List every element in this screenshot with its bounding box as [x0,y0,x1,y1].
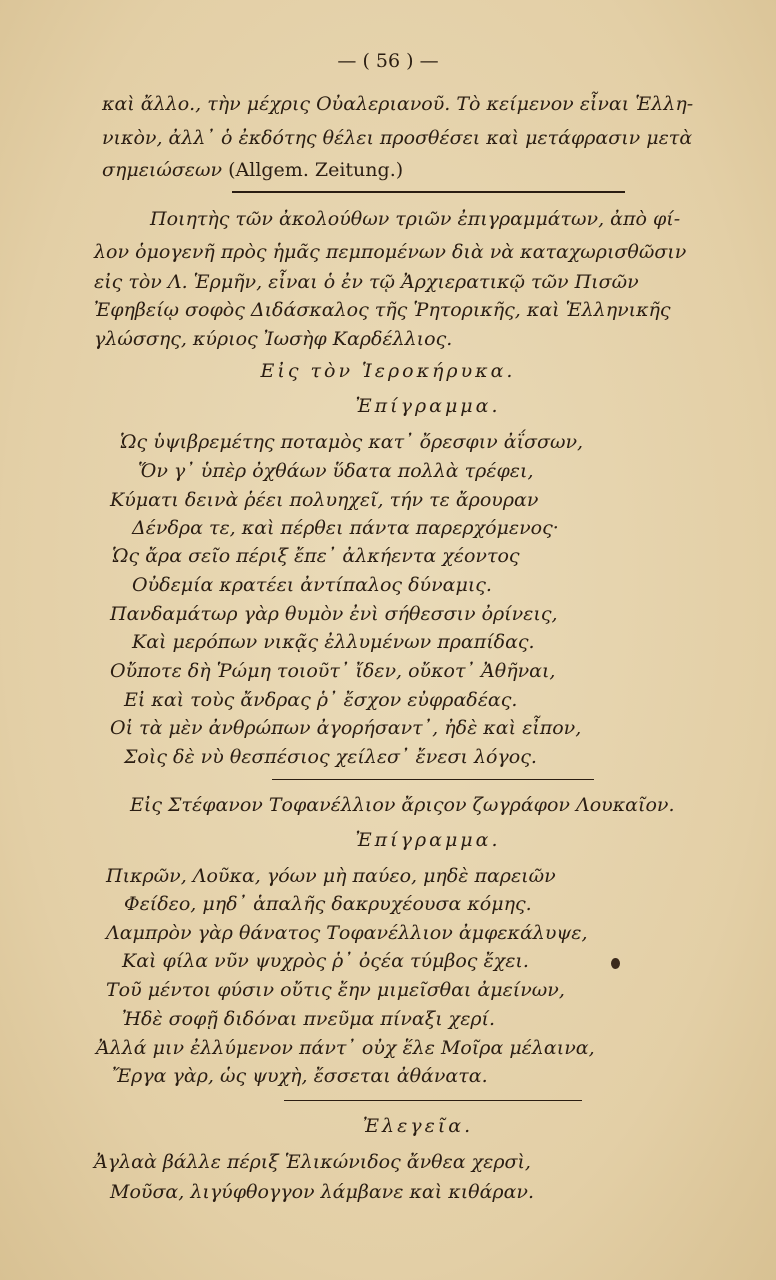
note-line: εἰς τὸν Λ. Ἑρμῆν, εἶναι ὁ ἐν τῷ Ἀρχιερατικῷ τῶν Πισῶν [94,271,639,293]
poem1-verse: Ὅν γ᾿ ὑπὲρ ὀχθάων ὕδατα πολλὰ τρέφει, [138,460,534,482]
poem1-verse: Κύματι δεινὰ ῥέει πολυηχεῖ, τήν τε ἄρουραν [110,489,539,511]
poem1-verse: Ὡς ὑψιβρεμέτης ποταμὸς κατ᾿ ὄρεσφιν ἀΐσσων, [120,431,584,453]
poem2-verse: Ἔργα γὰρ, ὡς ψυχὴ, ἔσσεται ἀθάνατα. [112,1065,488,1087]
poem2-verse: Ἠδὲ σοφῇ διδόναι πνεῦμα πίναξι χερί. [122,1008,496,1030]
poem1-verse: Σοὶς δὲ νὺ θεσπέσιος χείλεσ᾿ ἔνεσι λόγος. [124,746,537,768]
poem1-verse: Πανδαμάτωρ γὰρ θυμὸν ἐνὶ σήθεσσιν ὀρίνεις, [110,603,558,625]
intro-line: καὶ ἄλλο., τὴν μέχρις Οὐαλεριανοῦ. Τὸ κείμενον εἶναι Ἑλλη- [102,93,694,115]
poem3-title: Ἐλεγεῖα. [362,1115,474,1137]
poem2-verse: Ἀλλά μιν ἐλλύμενον πάντ᾿ οὐχ ἕλε Μοῖρα μέλαινα, [96,1037,595,1059]
poem1-verse: Ὡς ἄρα σεῖο πέριξ ἔπε᾿ ἀλκήεντα χέοντος [112,545,520,567]
poem1-title: Εἰς τὸν Ἱεροκήρυκα. [260,360,516,382]
poem2-verse: Φείδεο, μηδ᾿ ἁπαλῆς δακρυχέουσα κόμης. [124,893,532,915]
poem3-verse: Ἀγλαὰ βάλλε πέριξ Ἑλικώνιδος ἄνθεα χερσὶ, [94,1151,531,1173]
poem2-verse: Τοῦ μέντοι φύσιν οὔτις ἔην μιμεῖσθαι ἀμείνων, [106,979,565,1001]
poem2-title: Εἰς Στέφανον Τοφανέλλιον ἄριςον ζωγράφον Λουκαῖον. [130,794,675,816]
poem1-verse: Οἱ τὰ μὲν ἀνθρώπων ἀγορήσαντ᾿, ἠδὲ καὶ εἶπον, [110,717,582,739]
poem1-verse: Οὐδεμία κρατέει ἀντίπαλος δύναμις. [132,574,492,596]
intro-line [102,158,403,182]
note-line: Ἐφηβείῳ σοφὸς Διδάσκαλος τῆς Ῥητορικῆς, καὶ Ἑλληνικῆς [94,299,671,321]
poem1-subtitle: Ἐπίγραμμα. [355,395,501,417]
intro-greek-end: σημειώσεων [102,159,223,181]
note-line: γλώσσης, κύριος Ἰωσὴφ Καρδέλλιος. [94,328,453,350]
section-divider [272,779,594,780]
poem2-verse: Πικρῶν, Λοῦκα, γόων μὴ παύεο, μηδὲ παρειῶν [106,865,556,887]
ink-stain-mark [611,958,620,969]
poem2-verse: Λαμπρὸν γὰρ θάνατος Τοφανέλλιον ἀμφεκάλυψε, [106,922,588,944]
page-number: — ( 56 ) — [337,50,439,72]
poem2-verse: Καὶ φίλα νῦν ψυχρὸς ῥ᾿ ὀςέα τύμβος ἔχει. [122,950,529,972]
section-divider [232,191,625,193]
poem3-verse: Μοῦσα, λιγύφθογγον λάμβανε καὶ κιθάραν. [110,1181,535,1203]
poem1-verse: Εἰ καὶ τοὺς ἄνδρας ῥ᾿ ἔσχον εὐφραδέας. [124,689,518,711]
poem1-verse: Καὶ μερόπων νικᾷς ἐλλυμένων πραπίδας. [132,631,535,653]
source-citation: (Allgem. Zeitung.) [228,159,404,181]
intro-line: νικὸν, ἀλλ᾿ ὁ ἐκδότης θέλει προσθέσει καὶ μετάφρασιν μετὰ [102,127,693,149]
poem1-verse: Οὔποτε δὴ Ῥώμη τοιοῦτ᾿ ἴδεν, οὔκοτ᾿ Ἀθῆναι, [110,660,556,682]
poem1-verse: Δένδρα τε, καὶ πέρθει πάντα παρερχόμενος· [132,517,559,539]
section-divider [284,1100,582,1101]
note-line: λον ὁμογενῆ πρὸς ἡμᾶς πεμπομένων διὰ νὰ καταχωρισθῶσιν [94,241,687,263]
note-line: Ποιητὴς τῶν ἀκολούθων τριῶν ἐπιγραμμάτων, ἀπὸ φί- [150,208,681,230]
poem2-subtitle: Ἐπίγραμμα. [355,829,501,851]
